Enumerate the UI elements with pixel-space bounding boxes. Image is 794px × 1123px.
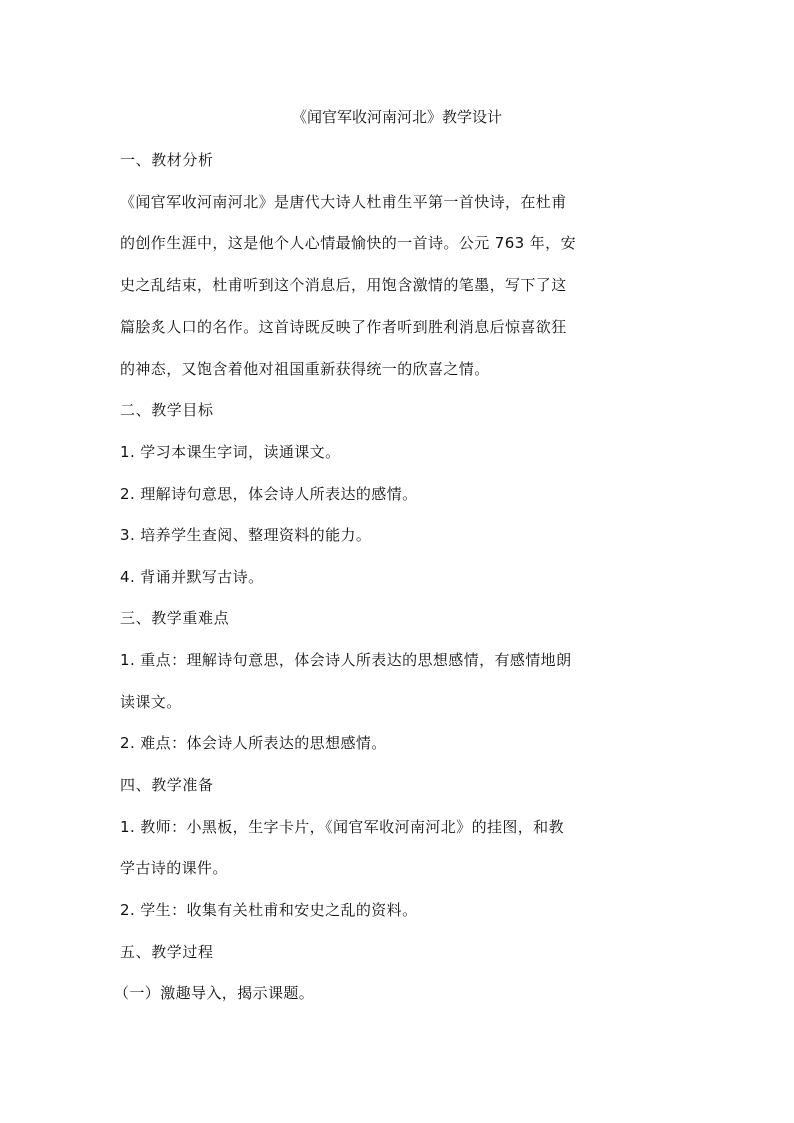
paragraph-line: 的创作生涯中，这是他个人心情最愉快的一首诗。公元 763 年，安 bbox=[120, 234, 576, 252]
section-heading-teaching-goals: 二、教学目标 bbox=[120, 401, 214, 419]
section-heading-process: 五、教学过程 bbox=[120, 943, 214, 961]
section-heading-preparation: 四、教学准备 bbox=[120, 776, 214, 794]
paragraph-line: 史之乱结束，杜甫听到这个消息后，用饱含激情的笔墨，写下了这 bbox=[120, 276, 567, 294]
paragraph-line: 的神态，又饱含着他对祖国重新获得统一的欣喜之情。 bbox=[120, 360, 490, 378]
list-item: 1. 学习本课生字词，读通课文。 bbox=[120, 443, 341, 461]
section-heading-key-points: 三、教学重难点 bbox=[120, 609, 230, 627]
list-item-continuation: 读课文。 bbox=[120, 693, 182, 711]
list-item: 1. 教师：小黑板，生字卡片，《闻官军收河南河北》的挂图，和教 bbox=[120, 818, 564, 836]
list-item: 2. 理解诗句意思，体会诗人所表达的感情。 bbox=[120, 485, 418, 503]
subsection-heading: （一）激趣导入，揭示课题。 bbox=[114, 984, 315, 1002]
paragraph-line: 《闻官军收河南河北》是唐代大诗人杜甫生平第一首快诗，在杜甫 bbox=[120, 193, 567, 211]
section-heading-textbook-analysis: 一、教材分析 bbox=[120, 151, 214, 169]
document-title: 《闻官军收河南河北》教学设计 bbox=[291, 108, 502, 126]
list-item-continuation: 学古诗的课件。 bbox=[120, 859, 228, 877]
list-item: 2. 学生：收集有关杜甫和安史之乱的资料。 bbox=[120, 901, 418, 919]
paragraph-line: 篇脍炙人口的名作。这首诗既反映了作者听到胜利消息后惊喜欲狂 bbox=[120, 318, 567, 336]
list-item: 3. 培养学生查阅、整理资料的能力。 bbox=[120, 526, 372, 544]
list-item: 1. 重点：理解诗句意思，体会诗人所表达的思想感情，有感情地朗 bbox=[120, 651, 572, 669]
list-item: 4. 背诵并默写古诗。 bbox=[120, 568, 264, 586]
list-item: 2. 难点：体会诗人所表达的思想感情。 bbox=[120, 734, 387, 752]
